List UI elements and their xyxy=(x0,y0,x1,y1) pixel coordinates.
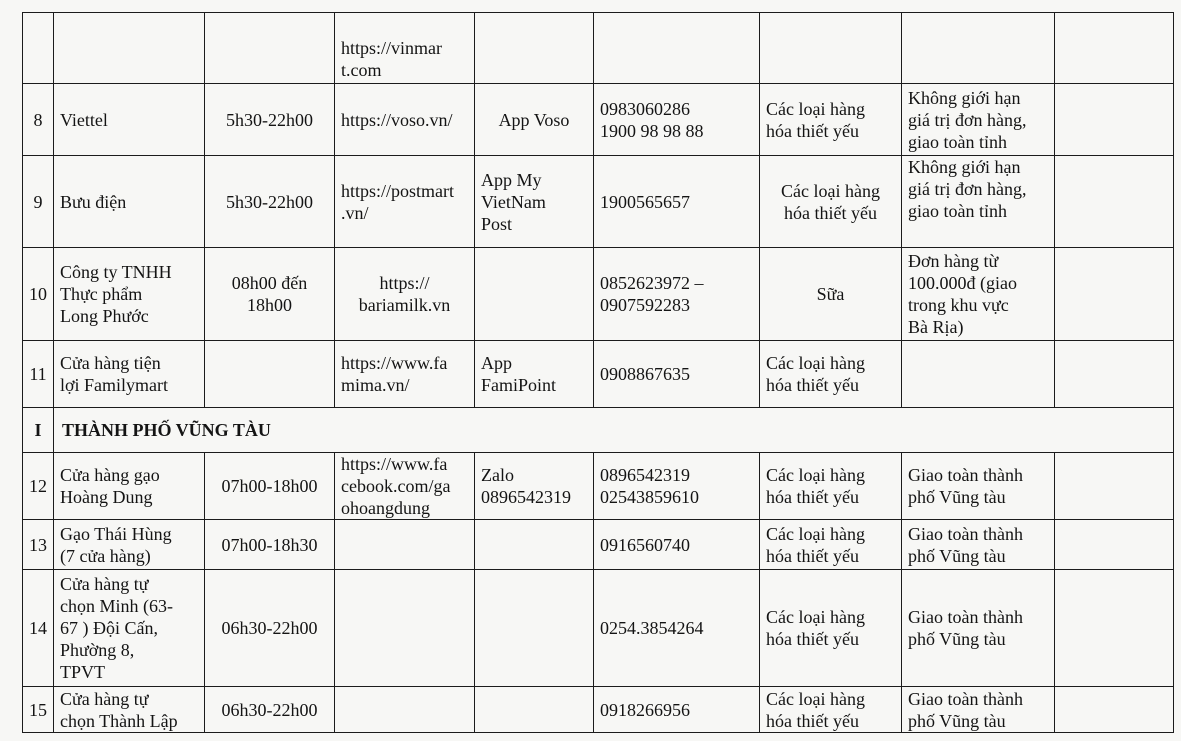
section-label: I xyxy=(23,408,54,453)
phone-cell: 0852623972 – 0907592283 xyxy=(594,248,760,341)
stt-cell: 9 xyxy=(23,156,54,248)
website-cell: https://www.fa mima.vn/ xyxy=(335,341,475,408)
table-row xyxy=(23,341,1174,408)
website-cell: https://voso.vn/ xyxy=(335,84,475,156)
hours-cell: 5h30-22h00 xyxy=(205,156,335,248)
note-cell: Giao toàn thành phố Vũng tàu xyxy=(902,687,1055,733)
table-row xyxy=(23,520,1174,570)
extra-cell xyxy=(1055,248,1174,341)
phone-cell xyxy=(594,13,760,84)
app-cell xyxy=(475,13,594,84)
stt-cell: 10 xyxy=(23,248,54,341)
hours-cell xyxy=(205,13,335,84)
app-cell xyxy=(475,570,594,687)
website-cell: https://www.fa cebook.com/ga ohoangdung xyxy=(335,453,475,520)
hours-cell: 08h00 đến 18h00 xyxy=(205,248,335,341)
app-cell xyxy=(475,248,594,341)
extra-cell xyxy=(1055,687,1174,733)
store-name-cell xyxy=(54,13,205,84)
hours-cell: 07h00-18h30 xyxy=(205,520,335,570)
note-cell xyxy=(902,13,1055,84)
app-cell: App My VietNam Post xyxy=(475,156,594,248)
note-cell: Không giới hạn giá trị đơn hàng, giao toàn tỉnh xyxy=(902,84,1055,156)
note-cell xyxy=(902,341,1055,408)
app-cell: Zalo 0896542319 xyxy=(475,453,594,520)
phone-cell: 0918266956 xyxy=(594,687,760,733)
phone-cell: 0896542319 02543859610 xyxy=(594,453,760,520)
store-name-cell: Gạo Thái Hùng (7 cửa hàng) xyxy=(54,520,205,570)
store-name-cell: Công ty TNHH Thực phẩm Long Phước xyxy=(54,248,205,341)
stt-cell: 15 xyxy=(23,687,54,733)
hours-cell: 06h30-22h00 xyxy=(205,687,335,733)
note-cell: Đơn hàng từ 100.000đ (giao trong khu vực Bà Rịa) xyxy=(902,248,1055,341)
extra-cell xyxy=(1055,156,1174,248)
note-cell: Giao toàn thành phố Vũng tàu xyxy=(902,453,1055,520)
store-name-cell: Bưu điện xyxy=(54,156,205,248)
phone-cell: 0916560740 xyxy=(594,520,760,570)
app-cell: App FamiPoint xyxy=(475,341,594,408)
phone-cell: 0254.3854264 xyxy=(594,570,760,687)
note-cell: Không giới hạn giá trị đơn hàng, giao toàn tỉnh xyxy=(902,156,1055,248)
table-row xyxy=(23,13,1174,84)
table-row xyxy=(23,570,1174,687)
table-row xyxy=(23,84,1174,156)
extra-cell xyxy=(1055,570,1174,687)
hours-cell: 06h30-22h00 xyxy=(205,570,335,687)
store-name-cell: Viettel xyxy=(54,84,205,156)
table-row xyxy=(23,248,1174,341)
note-cell: Giao toàn thành phố Vũng tàu xyxy=(902,570,1055,687)
table-row xyxy=(23,687,1174,733)
goods-cell: Các loại hàng hóa thiết yếu xyxy=(760,520,902,570)
website-cell: https://vinmar t.com xyxy=(335,13,475,84)
app-cell: App Voso xyxy=(475,84,594,156)
store-name-cell: Cửa hàng tiện lợi Familymart xyxy=(54,341,205,408)
hours-cell: 5h30-22h00 xyxy=(205,84,335,156)
goods-cell: Các loại hàng hóa thiết yếu xyxy=(760,687,902,733)
goods-cell: Sữa xyxy=(760,248,902,341)
phone-cell: 0983060286 1900 98 98 88 xyxy=(594,84,760,156)
extra-cell xyxy=(1055,453,1174,520)
website-cell: https://postmart .vn/ xyxy=(335,156,475,248)
stt-cell xyxy=(23,13,54,84)
hours-cell xyxy=(205,341,335,408)
extra-cell xyxy=(1055,84,1174,156)
goods-cell: Các loại hàng hóa thiết yếu xyxy=(760,341,902,408)
phone-cell: 0908867635 xyxy=(594,341,760,408)
section-row xyxy=(23,408,1174,453)
hours-cell: 07h00-18h00 xyxy=(205,453,335,520)
stt-cell: 12 xyxy=(23,453,54,520)
extra-cell xyxy=(1055,520,1174,570)
store-name-cell: Cửa hàng gạo Hoàng Dung xyxy=(54,453,205,520)
extra-cell xyxy=(1055,341,1174,408)
note-cell: Giao toàn thành phố Vũng tàu xyxy=(902,520,1055,570)
store-name-cell: Cửa hàng tự chọn Thành Lập xyxy=(54,687,205,733)
goods-cell: Các loại hàng hóa thiết yếu xyxy=(760,84,902,156)
table-row xyxy=(23,453,1174,520)
website-cell: https:// bariamilk.vn xyxy=(335,248,475,341)
website-cell xyxy=(335,687,475,733)
app-cell xyxy=(475,520,594,570)
website-cell xyxy=(335,570,475,687)
extra-cell xyxy=(1055,13,1174,84)
goods-cell: Các loại hàng hóa thiết yếu xyxy=(760,156,902,248)
goods-cell xyxy=(760,13,902,84)
app-cell xyxy=(475,687,594,733)
store-name-cell: Cửa hàng tự chọn Minh (63- 67 ) Đội Cấn, Phường 8, TPVT xyxy=(54,570,205,687)
table-row xyxy=(23,156,1174,248)
website-cell xyxy=(335,520,475,570)
goods-cell: Các loại hàng hóa thiết yếu xyxy=(760,453,902,520)
phone-cell: 1900565657 xyxy=(594,156,760,248)
stt-cell: 13 xyxy=(23,520,54,570)
goods-cell: Các loại hàng hóa thiết yếu xyxy=(760,570,902,687)
stt-cell: 8 xyxy=(23,84,54,156)
stt-cell: 14 xyxy=(23,570,54,687)
section-title: THÀNH PHỐ VŨNG TÀU xyxy=(54,408,1174,453)
stt-cell: 11 xyxy=(23,341,54,408)
store-table xyxy=(22,12,1174,733)
